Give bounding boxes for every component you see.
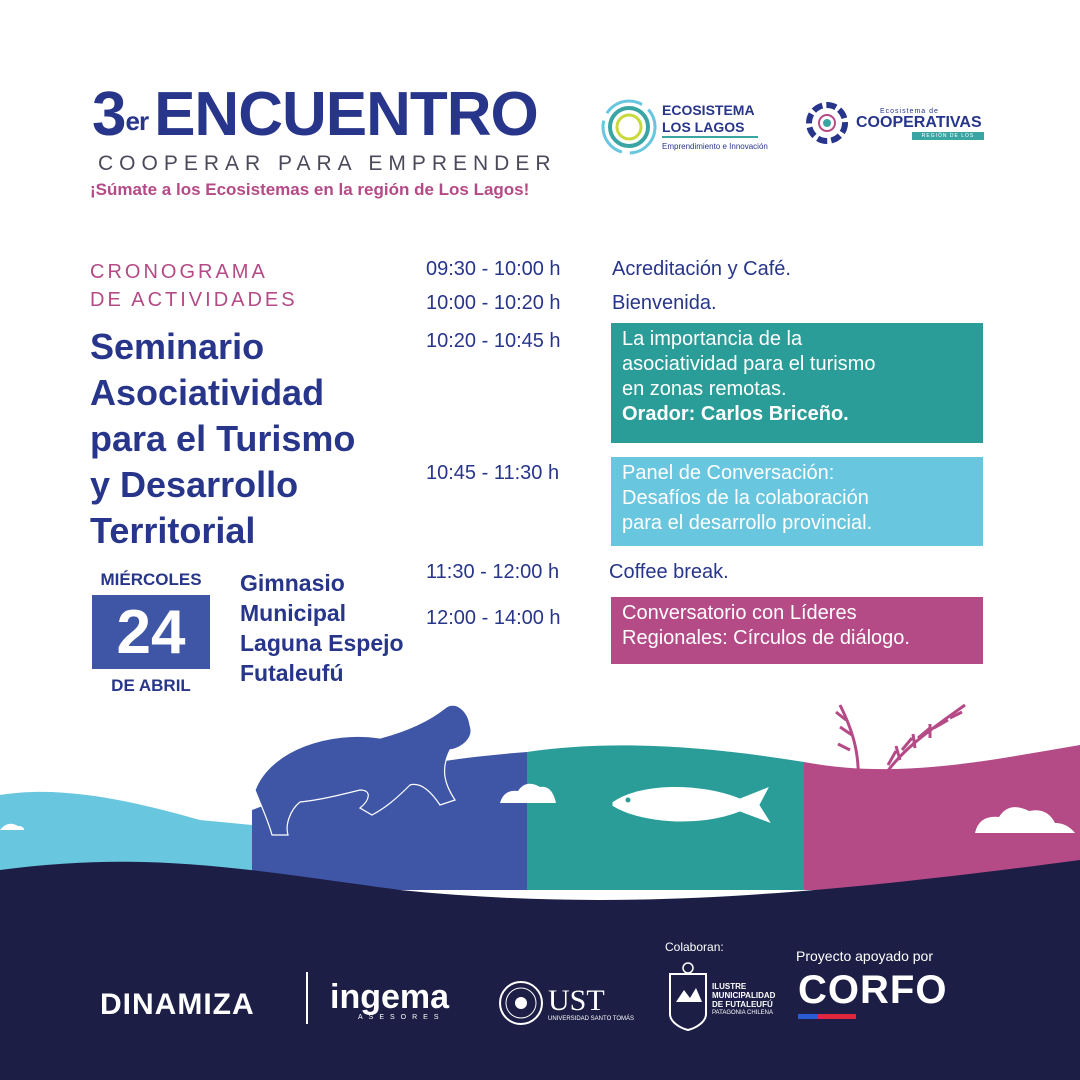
event-month: DE ABRIL [111,676,191,695]
ingema-logo: ingema [330,978,450,1016]
ust-subtitle: UNIVERSIDAD SANTO TOMÁS [548,1016,635,1022]
corfo-logo: CORFO [798,968,948,1012]
schedule-time: 10:45 - 11:30 h [426,462,560,484]
schedule-time: 10:20 - 10:45 h [426,330,561,352]
footer-divider [306,972,308,1024]
cooperativas-flower-icon [802,98,852,148]
schedule-time: 10:00 - 10:20 h [426,292,561,314]
ingema-subtitle: ASESORES [358,1014,445,1021]
schedule-time: 09:30 - 10:00 h [426,258,561,280]
collaborators-label: Colaboran: [665,940,724,954]
ust-logo: UST [548,984,605,1017]
seminar-title: Seminario Asociatividad para el Turismo y Desarrollo Territorial [90,326,356,551]
municipal-shield-icon [666,962,710,1032]
schedule-activity-box: La importancia de la asociatividad para el turismo en zonas remotas. Orador: Carlos Briceño. [611,323,983,443]
event-title: 3erENCUENTRO [92,80,538,149]
ecosystem-ring-icon [600,98,658,156]
footer-background [0,850,1080,1080]
schedule-time: 11:30 - 12:00 h [426,561,560,583]
schedule-activity: Acreditación y Café. [612,258,791,280]
municipality-logo: ILUSTRE MUNICIPALIDAD DE FUTALEUFÚ PATAGONIA CHILENA [712,982,776,1016]
supported-by-label: Proyecto apoyado por [796,948,933,964]
dinamiza-logo: DINAMIZA [100,988,255,1021]
event-weekday: MIÉRCOLES [100,570,202,589]
event-subtitle: COOPERAR PARA EMPRENDER [98,152,557,175]
corfo-flag-bar [798,1014,856,1019]
event-day: 24 [92,595,210,669]
ust-seal-icon [498,980,544,1026]
ecosistema-los-lagos-logo: ECOSISTEMA LOS LAGOS Emprendimiento e Innovación [600,98,770,158]
schedule-activity-box: Panel de Conversación: Desafíos de la colaboración para el desarrollo provincial. [611,457,983,546]
schedule-activity: Coffee break. [609,561,729,583]
schedule-time: 12:00 - 14:00 h [426,607,561,629]
schedule-heading: CRONOGRAMA DE ACTIVIDADES [90,261,298,311]
event-venue: Gimnasio Municipal Laguna Espejo Futaleufú [240,570,404,686]
schedule-activity: Bienvenida. [612,292,717,314]
ecosistema-cooperativas-logo: Ecosistema de COOPERATIVAS REGIÓN DE LOS LAGOS [802,98,992,154]
event-tagline: ¡Súmate a los Ecosistemas en la región de Los Lagos! [90,180,530,199]
schedule-activity-box: Conversatorio con Líderes Regionales: Círculos de diálogo. [611,597,983,664]
